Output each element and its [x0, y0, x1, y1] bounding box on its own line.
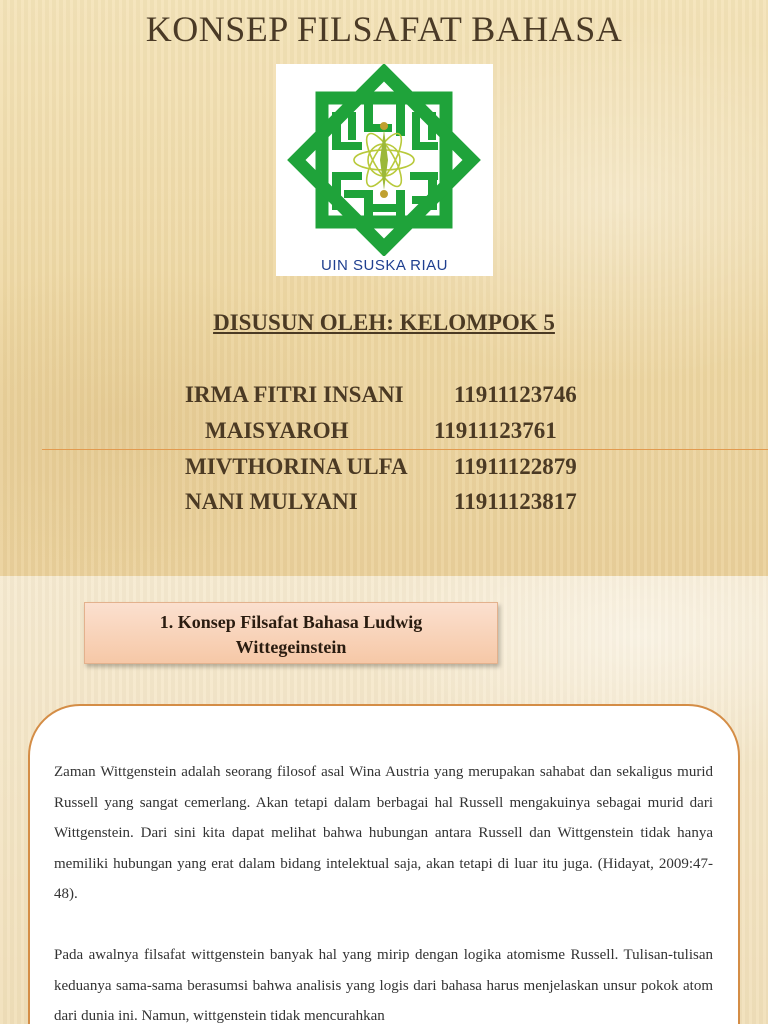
- logo-caption: UIN SUSKA RIAU: [320, 257, 449, 274]
- member-name: MAISYAROH: [205, 418, 349, 443]
- slide-title: KONSEP FILSAFAT BAHASA: [145, 9, 623, 49]
- member-nim: 11911123817: [454, 489, 577, 514]
- member-name: IRMA FITRI INSANI: [185, 382, 404, 407]
- member-nim: 11911123746: [454, 382, 577, 407]
- paragraph: Pada awalnya filsafat wittgenstein banyak hal yang mirip dengan logika atomisme Russell. Tulisan-tulisan keduanya sama-sama berasumsi bahwa analisis yang logis dari bahasa harus menjelaskan unsur pokok atom dari dunia ini. Namun, wittgenstein tidak mencurahkan: [54, 947, 713, 1024]
- divider-line: [42, 449, 768, 450]
- member-nim: 11911122879: [454, 454, 577, 479]
- paragraph: Zaman Wittgenstein adalah seorang filosof asal Wina Austria yang merupakan sahabat dan sekaligus murid Russell yang sangat cemerlang. Akan tetapi dalam berbagai hal Russell mengakuinya sebagai murid dari Wittgenstein. Dari sini kita dapat melihat bahwa hubungan antara Russell dan Wittgenstein tidak hanya memiliki hubungan yang erat dalam bidang intelektual saja, akan tetapi di luar itu juga. (Hidayat, 2009:47-48).: [54, 764, 713, 902]
- compiled-by-heading: DISUSUN OLEH: KELOMPOK 5: [213, 310, 555, 335]
- section-title-line2: Wittegeinstein: [235, 637, 347, 657]
- section-title-box: [84, 602, 498, 664]
- uin-logo-icon: [276, 64, 493, 256]
- member-name: MIVTHORINA ULFA: [185, 454, 408, 479]
- content-slide: [0, 576, 768, 1024]
- section-title-line1: 1. Konsep Filsafat Bahasa Ludwig: [159, 612, 423, 632]
- member-nim: 11911123761: [434, 418, 557, 443]
- university-logo: [276, 64, 493, 276]
- member-name: NANI MULYANI: [185, 489, 358, 514]
